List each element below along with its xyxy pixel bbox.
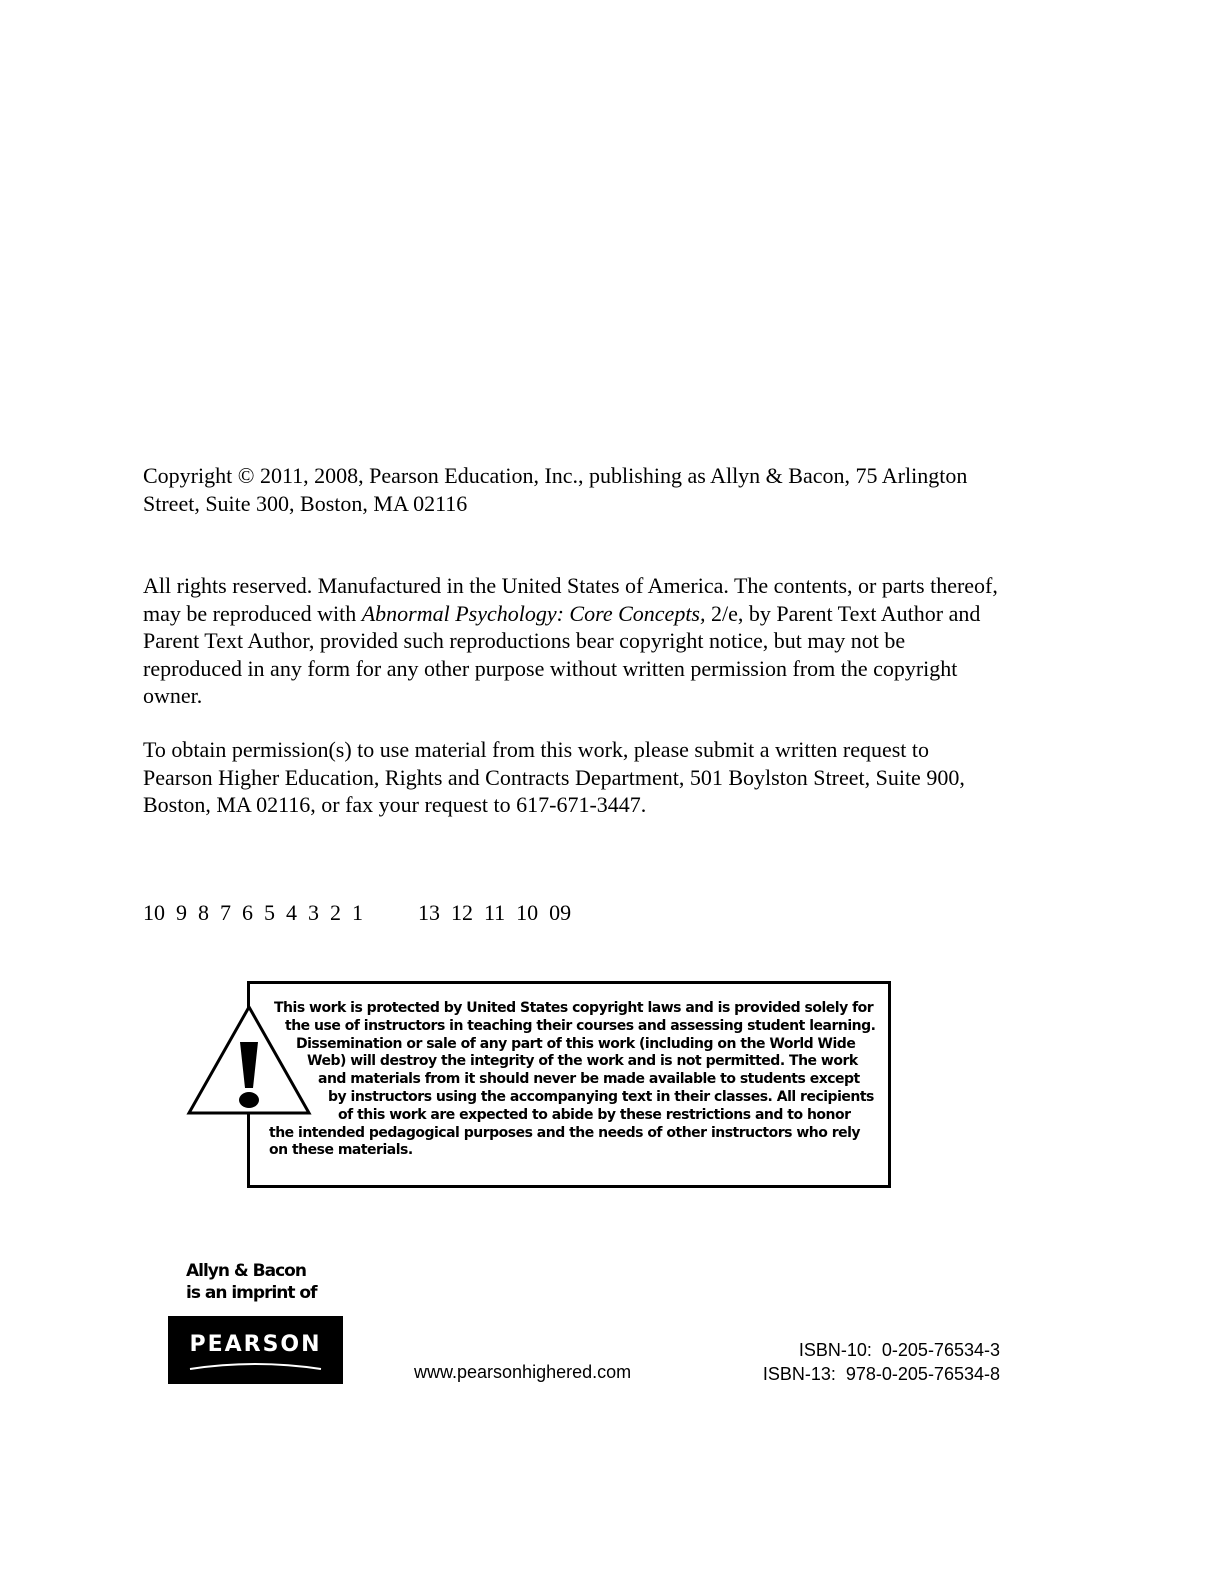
warning-line-9: on these materials. bbox=[269, 1142, 413, 1159]
copyright-line-1: Copyright © 2011, 2008, Pearson Education, Inc., publishing as Allyn & Bacon, 75 Arlington bbox=[143, 463, 968, 488]
warning-line-2: the use of instructors in teaching their courses and assessing student learning. bbox=[285, 1017, 876, 1034]
permission-paragraph bbox=[143, 736, 1093, 819]
book-title: Abnormal Psychology: Core Concepts, bbox=[361, 600, 706, 626]
rights-reserved-paragraph bbox=[143, 572, 1093, 710]
imprint-statement bbox=[186, 1260, 317, 1304]
pearson-logo bbox=[168, 1316, 343, 1384]
rights-line-2-suffix: 2/e, by Parent Text Author and bbox=[705, 600, 981, 626]
permission-line-2: Pearson Higher Education, Rights and Contracts Department, 501 Boylston Street, Suite 900, bbox=[143, 764, 965, 790]
isbn-10: ISBN-10: 0-205-76534-3 bbox=[798, 1340, 1000, 1360]
copyright-line-2: Street, Suite 300, Boston, MA 02116 bbox=[143, 490, 468, 516]
warning-line-8: the intended pedagogical purposes and the needs of other instructors who rely bbox=[269, 1124, 861, 1141]
warning-line-4: Web) will destroy the integrity of the work and is not permitted. The work bbox=[307, 1053, 858, 1070]
rights-line-1: All rights reserved. Manufactured in the United States of America. The contents, or parts thereof, bbox=[143, 573, 998, 598]
warning-line-6: by instructors using the accompanying text in their classes. All recipients bbox=[328, 1088, 874, 1105]
imprint-line-2: is an imprint of bbox=[186, 1283, 317, 1303]
copyright-notice bbox=[143, 462, 1093, 517]
rights-line-2-prefix: may be reproduced with bbox=[143, 600, 362, 626]
warning-text bbox=[258, 1000, 878, 1160]
website-url[interactable]: www.pearsonhighered.com bbox=[414, 1362, 632, 1382]
permission-line-1: To obtain permission(s) to use material from this work, please submit a written request to bbox=[143, 737, 930, 762]
warning-line-3: Dissemination or sale of any part of this work (including on the World Wide bbox=[296, 1035, 856, 1052]
rights-line-4: reproduced in any form for any other purpose without written permission from the copyright bbox=[143, 655, 958, 681]
permission-line-3: Boston, MA 02116, or fax your request to 617-671-3447. bbox=[143, 792, 647, 817]
rights-line-5: owner. bbox=[143, 683, 203, 708]
warning-line-5: and materials from it should never be made available to students except bbox=[318, 1071, 860, 1088]
print-line: 10 9 8 7 6 5 4 3 2 1 13 12 11 10 09 bbox=[143, 900, 572, 925]
rights-line-3: Parent Text Author, provided such reproductions bear copyright notice, but may not be bbox=[143, 628, 906, 653]
imprint-line-1: Allyn & Bacon bbox=[186, 1261, 306, 1281]
pearson-logo-text: PEARSON bbox=[189, 1332, 322, 1357]
isbn-block bbox=[763, 1338, 1000, 1386]
warning-line-1: This work is protected by United States copyright laws and is provided solely for bbox=[274, 1000, 874, 1016]
isbn-13: ISBN-13: 978-0-205-76534-8 bbox=[762, 1364, 1000, 1384]
rights-line-2 bbox=[143, 600, 1093, 628]
warning-line-7: of this work are expected to abide by these restrictions and to honor bbox=[338, 1106, 851, 1123]
pearson-swoosh-icon bbox=[188, 1360, 323, 1372]
